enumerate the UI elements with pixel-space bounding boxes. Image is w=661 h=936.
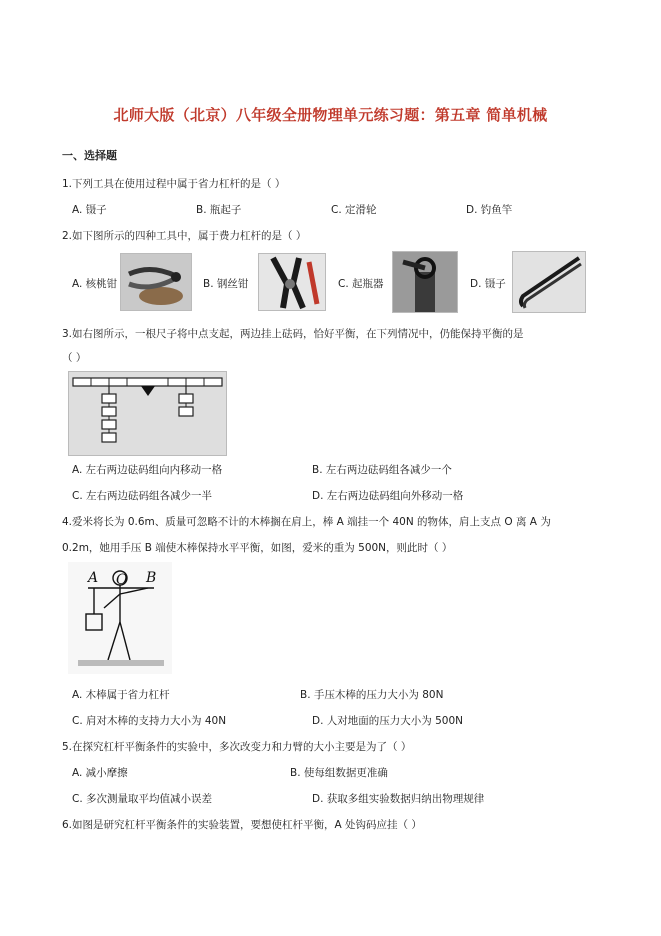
question-6-stem: 6.如图是研究杠杆平衡条件的实验装置，要想使杠杆平衡，A 处钩码应挂（ ） [62,819,422,831]
question-5-option-a: A. 减小摩擦 [72,767,128,779]
question-2-option-b: B. 钢丝钳 [203,278,249,290]
question-1-option-b: B. 瓶起子 [196,204,242,216]
question-2-stem: 2.如下图所示的四种工具中，属于费力杠杆的是（ ） [62,230,307,242]
question-5-option-d: D. 获取多组实验数据归纳出物理规律 [312,793,485,805]
question-1-option-a: A. 镊子 [72,204,107,216]
question-3-option-d: D. 左右两边砝码组向外移动一格 [312,490,464,502]
question-5-option-b: B. 使每组数据更准确 [290,767,388,779]
question-4-option-b: B. 手压木棒的压力大小为 80N [300,689,444,701]
question-3-option-c: C. 左右两边砝码组各减少一半 [72,490,213,502]
wire-pliers-image [258,253,326,311]
question-4-option-a: A. 木棒属于省力杠杆 [72,689,170,701]
question-3-stem-line1: 3.如右图所示，一根尺子将中点支起，两边挂上砝码，恰好平衡，在下列情况中，仍能保持平衡的是 [62,328,524,340]
question-4-option-c: C. 肩对木棒的支持力大小为 40N [72,715,227,727]
question-3-option-a: A. 左右两边砝码组向内移动一格 [72,464,223,476]
question-2-option-c: C. 起瓶器 [338,278,384,290]
question-2-option-d: D. 镊子 [470,278,506,290]
question-1-stem: 1.下列工具在使用过程中属于省力杠杆的是（ ） [62,178,286,190]
question-5-stem: 5.在探究杠杆平衡条件的实验中，多次改变力和力臂的大小主要是为了（ ） [62,741,412,753]
section-heading: 一、选择题 [62,149,117,162]
question-4-stem-line2: 0.2m，她用手压 B 端使木棒保持水平平衡，如图，爱米的重为 500N，则此时（ ） [62,542,453,554]
question-4-option-d: D. 人对地面的压力大小为 500N [312,715,463,727]
bottle-opener-image [392,251,458,313]
nutcracker-image [120,253,192,311]
question-3-option-b: B. 左右两边砝码组各减少一个 [312,464,452,476]
question-1-option-d: D. 钓鱼竿 [466,204,513,216]
balance-ruler-figure [68,371,227,456]
question-4-stem-line1: 4.爱米将长为 0.6m、质量可忽略不计的木棒搁在肩上，棒 A 端挂一个 40N 的物体，肩上支点 O 离 A 为 [62,516,551,528]
page-title: 北师大版（北京）八年级全册物理单元练习题：第五章 简单机械 [113,106,548,124]
question-3-stem-line2: （ ） [62,352,87,364]
question-2-option-a: A. 核桃钳 [72,278,118,290]
shoulder-lever-figure [68,562,172,674]
label-b: B [146,570,157,586]
question-5-option-c: C. 多次测量取平均值减小误差 [72,793,213,805]
tweezers-image [512,251,586,313]
label-o: O [116,572,128,588]
label-a: A [88,570,99,586]
question-1-option-c: C. 定滑轮 [331,204,377,216]
